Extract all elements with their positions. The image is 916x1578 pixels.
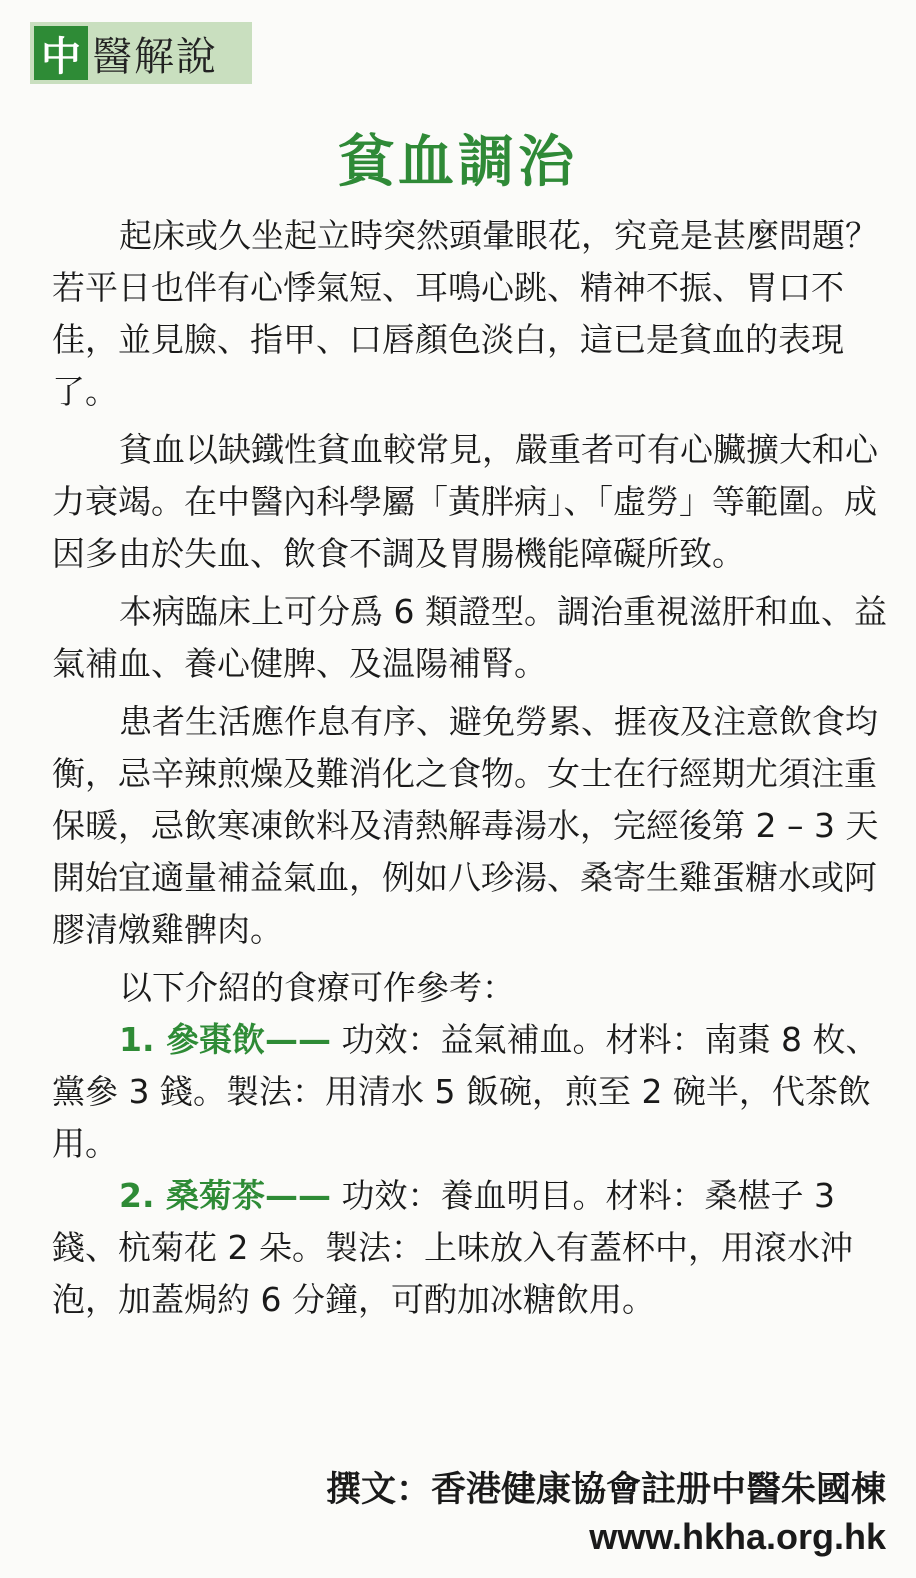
recipe-1-text: 功效：益氣補血。材料：南棗 8 枚、黨參 3 錢。製法：用清水 5 飯碗，煎至 2 碗半，代茶飲用。	[52, 1020, 879, 1163]
paragraph-4: 患者生活應作息有序、避免勞累、捱夜及注意飲食均衡，忌辛辣煎燥及難消化之食物。女士在行經期尤須注重保暖，忌飲寒凍飲料及清熱解毒湯水，完經後第 2 – 3 天開始宜適量補益氣血，例如八珍湯、桑寄生雞蛋糖水或阿膠清燉雞髀肉。	[52, 702, 879, 949]
recipe-2-name: 2. 桑菊茶——	[119, 1176, 331, 1215]
paragraph-2: 貧血以缺鐵性貧血較常見，嚴重者可有心臟擴大和心力衰竭。在中醫內科學屬「黃胖病」、「虛勞」等範圍。成因多由於失血、飲食不調及胃腸機能障礙所致。	[52, 430, 878, 573]
article-body	[52, 210, 888, 1326]
recipe-2	[52, 1170, 888, 1326]
recipe-2-text: 功效：養血明目。材料：桑椹子 3 錢、杭菊花 2 朵。製法：上味放入有蓋杯中，用滾水沖泡，加蓋焗約 6 分鐘，可酌加冰糖飲用。	[52, 1176, 853, 1319]
column-logo-mark: 中	[34, 26, 88, 80]
website-url: www.hkha.org.hk	[589, 1516, 886, 1557]
paragraph-1: 起床或久坐起立時突然頭暈眼花，究竟是甚麼問題？若平日也伴有心悸氣短、耳鳴心跳、精神不振、胃口不佳，並見臉、指甲、口唇顏色淡白，這已是貧血的表現了。	[52, 216, 878, 411]
article-title: 貧血調治	[338, 130, 578, 195]
column-badge	[30, 22, 252, 84]
recipe-1	[52, 1014, 888, 1170]
paragraph-3: 本病臨床上可分爲 6 類證型。調治重視滋肝和血、益氣補血、養心健脾、及温陽補腎。	[52, 592, 887, 683]
author-byline: 撰文：香港健康協會註册中醫朱國棟	[325, 1470, 886, 1510]
recipes-intro: 以下介紹的食療可作參考：	[119, 968, 515, 1007]
column-name: 醫解說	[92, 33, 218, 80]
recipe-1-name: 1. 參棗飲——	[119, 1020, 331, 1059]
